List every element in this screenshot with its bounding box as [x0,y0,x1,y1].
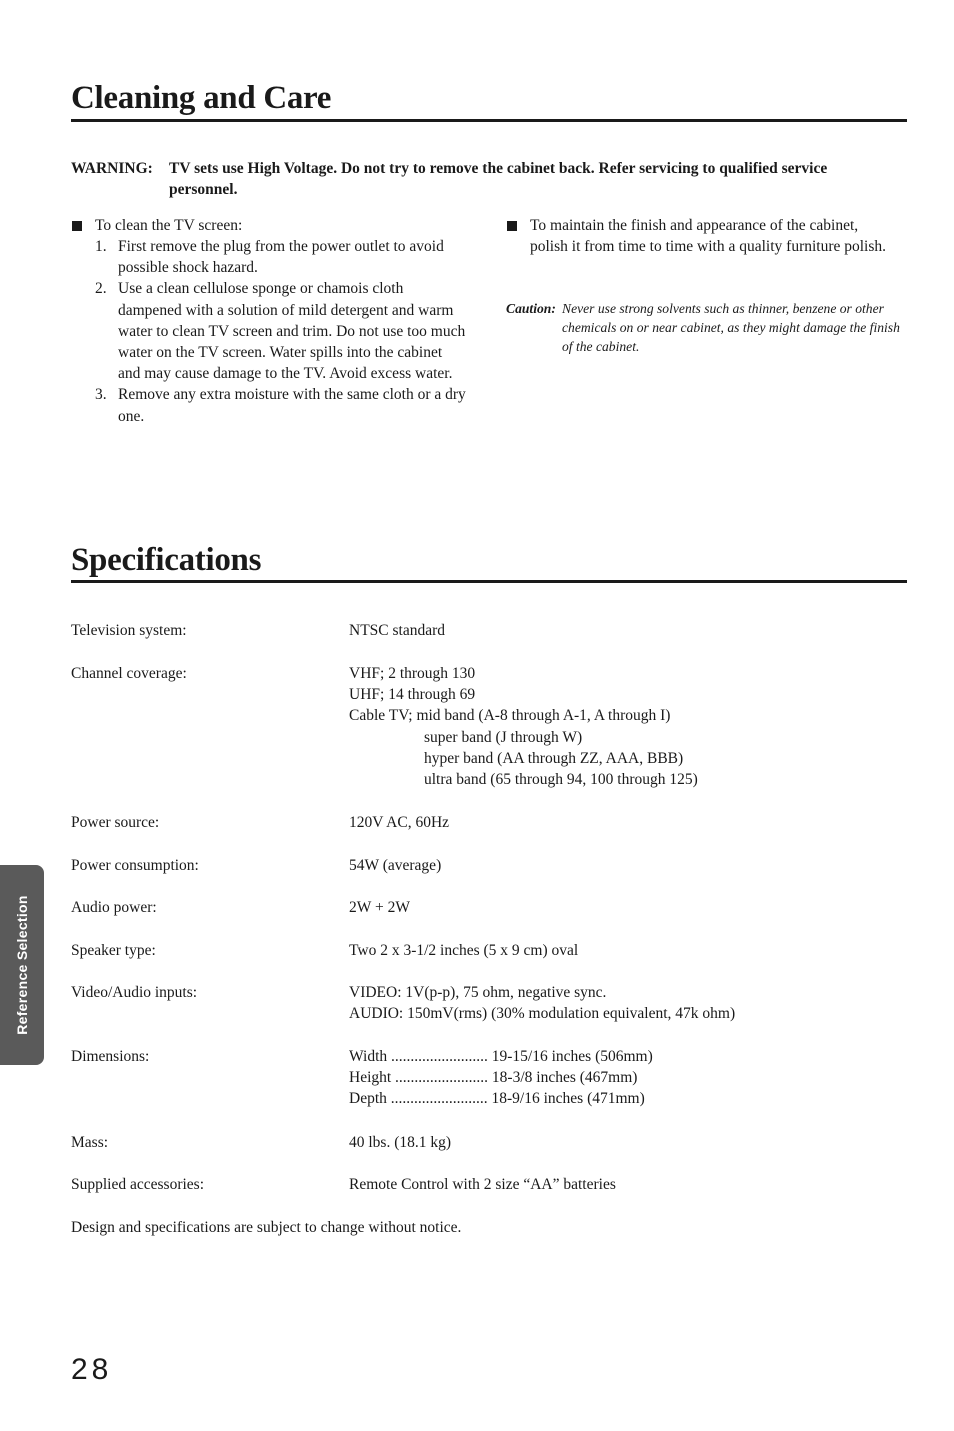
spec-value: VIDEO: 1V(p-p), 75 ohm, negative sync. AUDIO: 150mV(rms) (30% modulation equivalent, 47k ohm) [349,984,736,1023]
bullet-square-icon [72,221,82,231]
title-rule [71,119,907,122]
spec-value: 54W (average) [349,857,442,874]
caution-text: Never use strong solvents such as thinner, benzene or other chemicals on or near cabinet, as they might damage the finish of the cabinet. [562,301,900,355]
step-number: 1. [95,238,107,255]
side-tab-label: Reference Selection [14,895,30,1035]
spec-label: Television system: [71,622,187,639]
warning-label: WARNING: [71,160,153,177]
cabinet-care-text: To maintain the finish and appearance of the cabinet, polish it from time to time with a quality furniture polish. [530,217,887,256]
step-text: Use a clean cellulose sponge or chamois cloth dampened with a solution of mild detergent and warm water to clean TV screen and trim. Do not use too much water on the TV screen. Water spills into the cabinet and may cause damage to the TV. Avoid excess water. [118,280,466,383]
spec-label: Dimensions: [71,1048,150,1065]
spec-value: Width ......................... 19-15/16 inches (506mm) Height ........................ 18-3/8 inches (467mm) Depth ......................... 18-9/16 inches (471mm) [349,1048,653,1108]
step-text: Remove any extra moisture with the same cloth or a dry one. [118,386,466,425]
cleaning-steps [95,236,467,427]
step-number: 2. [95,280,107,298]
list-item [95,236,467,278]
spec-value: Two 2 x 3-1/2 inches (5 x 9 cm) oval [349,942,579,959]
warning-text: TV sets use High Voltage. Do not try to remove the cabinet back. Refer servicing to qualified service personnel. [169,160,828,199]
section-title-specifications: Specifications [71,542,262,578]
spec-label: Video/Audio inputs: [71,984,198,1001]
section-title-cleaning: Cleaning and Care [71,80,332,116]
list-item [95,384,467,426]
screen-cleaning-intro: To clean the TV screen: [95,217,243,234]
spec-label: Audio power: [71,899,157,916]
step-number: 3. [95,386,107,404]
step-text: First remove the plug from the power outlet to avoid possible shock hazard. [118,238,444,277]
spec-value: NTSC standard [349,622,446,639]
spec-label: Supplied accessories: [71,1176,205,1193]
spec-label: Speaker type: [71,942,156,959]
list-item [95,278,467,384]
spec-footnote: Design and specifications are subject to change without notice. [71,1219,462,1236]
spec-value: Remote Control with 2 size “AA” batteries [349,1176,616,1193]
spec-value: 120V AC, 60Hz [349,814,450,831]
title-rule [71,580,907,583]
bullet-square-icon [507,221,517,231]
page-number: 28 [71,1353,113,1386]
spec-value: 2W + 2W [349,899,410,916]
side-tab-reference-selection [0,865,44,1065]
caution-label: Caution: [506,301,556,316]
spec-label: Mass: [71,1134,109,1151]
spec-label: Power consumption: [71,857,199,874]
spec-value: 40 lbs. (18.1 kg) [349,1134,452,1151]
spec-value: VHF; 2 through 130 UHF; 14 through 69 Cable TV; mid band (A-8 through A-1, A through I) super band (J through W) hyper band (AA through ZZ, AAA, BBB) ultra band (65 through 94, 100 through 125) [349,665,698,789]
spec-label: Power source: [71,814,160,831]
spec-label: Channel coverage: [71,665,187,682]
